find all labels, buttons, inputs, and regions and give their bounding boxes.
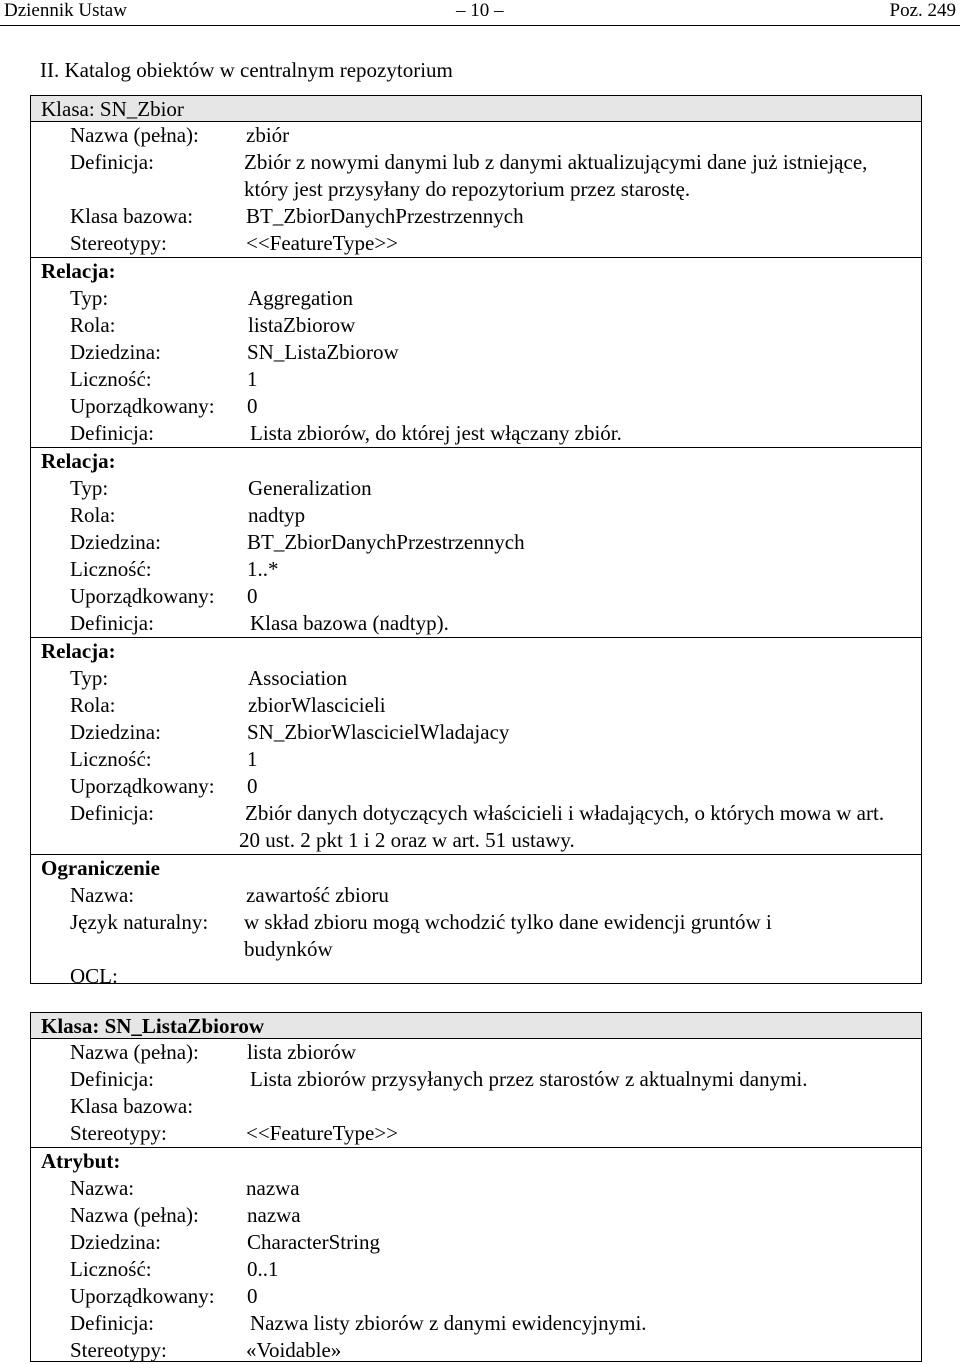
attr-key: Stereotypy: [70,1121,167,1145]
attr-value: nazwa [246,1176,300,1200]
attr-key: Definicja: [70,421,154,445]
attr-row [31,692,921,719]
relation-section [31,257,921,447]
relation-section [31,447,921,637]
attr-key: Liczność: [70,1257,152,1281]
page-header [0,0,960,26]
attr-value: BT_ZbiorDanychPrzestrzennych [247,530,525,554]
attr-key: Definicja: [70,801,154,825]
attr-value: zbiór [246,123,290,147]
attr-value: <<FeatureType>> [246,231,399,255]
attr-key: Dziedzina: [70,340,161,364]
attr-value: SN_ZbiorWlascicielWladajacy [247,720,510,744]
attr-key: Typ: [70,286,109,310]
constraint-section [31,854,921,990]
attr-value: Aggregation [248,286,353,310]
attr-key: Nazwa (pełna): [70,1203,199,1227]
attr-key: Definicja: [70,1311,154,1335]
attr-row [31,583,921,610]
attr-key: Rola: [70,693,116,717]
attr-key: Nazwa: [70,1176,135,1200]
attr-value: lista zbiorów [247,1040,357,1064]
attr-value: BT_ZbiorDanychPrzestrzennych [246,204,524,228]
attr-row [31,230,921,257]
attr-key: Liczność: [70,557,152,581]
attr-row [31,909,921,963]
attr-key: Liczność: [70,367,152,391]
attr-row [31,285,921,312]
position-number: Poz. 249 [889,0,956,21]
attr-value: Lista zbiorów przysyłanych przez starostów z aktualnymi danymi. [250,1067,808,1091]
attr-key: OCL: [70,964,118,988]
attr-value: Zbiór z nowymi danymi lub z danymi aktualizującymi dane już istniejące, który jest przysyłany do repozytorium przez starostę. [244,150,868,201]
attr-key: Typ: [70,476,109,500]
attr-row [31,610,921,637]
attr-value: <<FeatureType>> [246,1121,399,1145]
attr-row [31,529,921,556]
attr-row [31,393,921,420]
attr-row [31,800,921,854]
attr-value: Nazwa listy zbiorów z danymi ewidencyjnymi. [250,1311,647,1335]
attr-key: Stereotypy: [70,231,167,255]
attr-value: zbiorWlascicieli [248,693,386,717]
attr-key: Nazwa: [70,883,135,907]
attr-key: Dziedzina: [70,530,161,554]
attr-row [31,420,921,447]
attr-row [31,366,921,393]
attribute-heading: Atrybut: [41,1149,121,1173]
attr-value: 1..* [247,557,279,581]
attr-key: Rola: [70,503,116,527]
attribute-section [31,1147,921,1364]
attr-row [31,1093,921,1120]
attr-value: listaZbiorow [248,313,356,337]
constraint-heading: Ograniczenie [41,856,160,880]
attr-row [31,963,921,990]
relation-heading: Relacja: [41,639,116,663]
attr-value: 0 [247,394,258,418]
attr-row [31,1310,921,1337]
attr-value: Zbiór danych dotyczących właścicieli i władających, o których mowa w art. 20 ust. 2 pkt 1 i 2 oraz w art. 51 ustawy. [239,801,885,852]
attr-row [31,149,921,203]
page-number: – 10 – [456,0,504,21]
relation-heading: Relacja: [41,449,116,473]
attr-key: Liczność: [70,747,152,771]
attr-row [31,1120,921,1147]
attr-row [31,203,921,230]
attr-row [31,339,921,366]
attr-row [31,1039,921,1066]
class-header: Klasa: SN_ListaZbiorow [31,1013,921,1039]
attr-row [31,1337,921,1364]
attr-key: Nazwa (pełna): [70,1040,199,1064]
attr-value: Association [248,666,348,690]
attr-row [31,719,921,746]
attr-value: w skład zbioru mogą wchodzić tylko dane ewidencji gruntów i budynków [244,910,772,961]
attr-value: CharacterString [247,1230,380,1254]
attr-value: 1 [247,367,258,391]
header-rule [0,25,960,26]
attr-value: Klasa bazowa (nadtyp). [250,611,449,635]
attr-key: Dziedzina: [70,720,161,744]
class-header: Klasa: SN_Zbior [31,96,921,122]
attr-row [31,1175,921,1202]
attr-value: 0 [247,1284,258,1308]
attr-key: Definicja: [70,611,154,635]
attr-value: Generalization [248,476,372,500]
attr-key: Uporządkowany: [70,584,215,608]
relation-heading: Relacja: [41,259,116,283]
attr-value: 0..1 [247,1257,279,1281]
attr-row [31,122,921,149]
attr-key: Typ: [70,666,109,690]
section-title: II. Katalog obiektów w centralnym repozytorium [40,58,453,82]
relation-section [31,637,921,854]
attr-key: Klasa bazowa: [70,1094,194,1118]
attr-value: SN_ListaZbiorow [247,340,399,364]
attr-row [31,1202,921,1229]
attr-row [31,1066,921,1093]
attr-value: Lista zbiorów, do której jest włączany zbiór. [250,421,622,445]
attr-row [31,1283,921,1310]
attr-row [31,1229,921,1256]
attr-key: Stereotypy: [70,1338,167,1362]
attr-row [31,475,921,502]
attr-key: Definicja: [70,150,154,174]
attr-value: nazwa [247,1203,301,1227]
attr-key: Język naturalny: [70,910,209,934]
class-table-sn-zbior [30,95,922,988]
attr-row [31,773,921,800]
class-table-sn-listazbiorow [30,1012,922,1362]
attr-key: Uporządkowany: [70,394,215,418]
attr-value: nadtyp [248,503,306,527]
attr-value: zawartość zbioru [246,883,389,907]
attr-value: 1 [247,747,258,771]
attr-row [31,1256,921,1283]
attr-key: Nazwa (pełna): [70,123,199,147]
attr-row [31,746,921,773]
attr-key: Klasa bazowa: [70,204,194,228]
attr-row [31,556,921,583]
attr-key: Uporządkowany: [70,1284,215,1308]
attr-key: Definicja: [70,1067,154,1091]
attr-row [31,312,921,339]
attr-key: Uporządkowany: [70,774,215,798]
attr-row [31,665,921,692]
attr-row [31,882,921,909]
attr-row [31,502,921,529]
attr-value: «Voidable» [246,1338,342,1362]
attr-value: 0 [247,584,258,608]
attr-value: 0 [247,774,258,798]
attr-key: Dziedzina: [70,1230,161,1254]
journal-name: Dziennik Ustaw [4,0,127,21]
attr-key: Rola: [70,313,116,337]
